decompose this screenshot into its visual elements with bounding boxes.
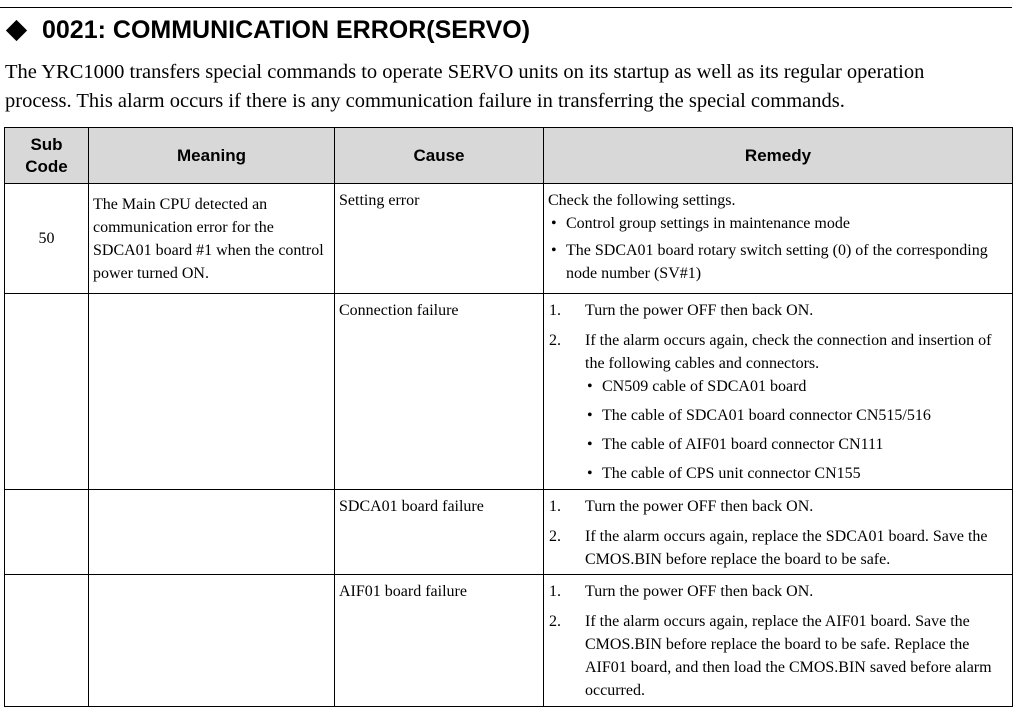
sub-code-cell: 50 [5,184,89,294]
list-item [548,525,1008,571]
list-item [548,610,1008,702]
remedy-cell [544,490,1013,575]
step-text: Turn the power OFF then back ON. [585,302,814,319]
remedy-cell [544,575,1013,707]
sub-code-cell [5,490,89,575]
list-item: • Control group settings in maintenance mode [548,212,1008,235]
cause-cell [335,184,544,294]
table-row [5,294,1013,490]
step-number: 1. [549,498,561,515]
intro-line: process. This alarm occurs if there is any communication failure in transferring the special commands. [5,90,845,112]
header-remedy: Remedy [544,128,1013,184]
meaning-cell [89,490,335,575]
cause-cell [335,575,544,707]
step-text: Turn the power OFF then back ON. [585,498,814,515]
list-item: • The cable of AIF01 board connector CN111 [585,433,1008,456]
header-meaning: Meaning [89,128,335,184]
cause-text: AIF01 board failure [339,583,467,600]
diamond-icon [6,19,27,40]
table-row [5,575,1013,707]
top-rule [0,7,1012,8]
cause-cell [335,490,544,575]
list-item [548,299,1008,322]
remedy-step-list [548,580,1008,702]
cause-text: SDCA01 board failure [339,498,484,515]
alarm-heading [6,14,530,46]
step-number: 1. [549,583,561,600]
table-row [5,184,1013,294]
list-item [548,580,1008,603]
step-text: Turn the power OFF then back ON. [585,583,814,600]
table-header-row [5,128,1013,184]
remedy-step-list [548,299,1008,485]
remedy-step-list [548,495,1008,571]
table-row [5,490,1013,575]
step-number: 2. [549,528,561,545]
meaning-text: The Main CPU detected an communication error for the SDCA01 board #1 when the control power turned ON. [93,196,324,282]
list-item [548,495,1008,518]
list-item: • CN509 cable of SDCA01 board [585,375,1008,398]
intro-paragraph [5,58,1015,116]
step-number: 2. [549,613,561,630]
step-text: If the alarm occurs again, check the connection and insertion of the following cables and connectors. [585,332,992,372]
step-text: If the alarm occurs again, replace the SDCA01 board. Save the CMOS.BIN before replace the board to be safe. [585,528,988,568]
sub-code-cell [5,575,89,707]
sub-code-cell [5,294,89,490]
remedy-cell [544,294,1013,490]
list-item: • The cable of CPS unit connector CN155 [585,462,1008,485]
alarm-title: 0021: COMMUNICATION ERROR(SERVO) [42,15,531,44]
cause-text: Setting error [339,192,420,209]
header-sub-code-line: Sub [30,134,63,154]
step-text: If the alarm occurs again, replace the AIF01 board. Save the CMOS.BIN before replace the board to be safe. Replace the AIF01 board, and then load the CMOS.BIN saved before alarm occurred. [585,613,992,699]
meaning-cell [89,294,335,490]
step-number: 1. [549,302,561,319]
list-item: • The SDCA01 board rotary switch setting (0) of the corresponding node number (SV#1) [548,239,1008,285]
connector-bullet-list [585,375,1008,485]
header-cause: Cause [335,128,544,184]
list-item: • The cable of SDCA01 board connector CN515/516 [585,404,1008,427]
list-item [548,329,1008,485]
remedy-intro: Check the following settings. [548,192,736,209]
intro-line: The YRC1000 transfers special commands to operate SERVO units on its startup as well as its regular operation [5,61,925,83]
cause-text: Connection failure [339,302,459,319]
header-sub-code-line: Code [25,156,68,176]
meaning-cell [89,184,335,294]
remedy-bullet-list [548,212,1008,285]
alarm-table [4,127,1013,707]
meaning-cell [89,575,335,707]
step-number: 2. [549,332,561,349]
header-sub-code [5,128,89,184]
remedy-cell [544,184,1013,294]
cause-cell [335,294,544,490]
